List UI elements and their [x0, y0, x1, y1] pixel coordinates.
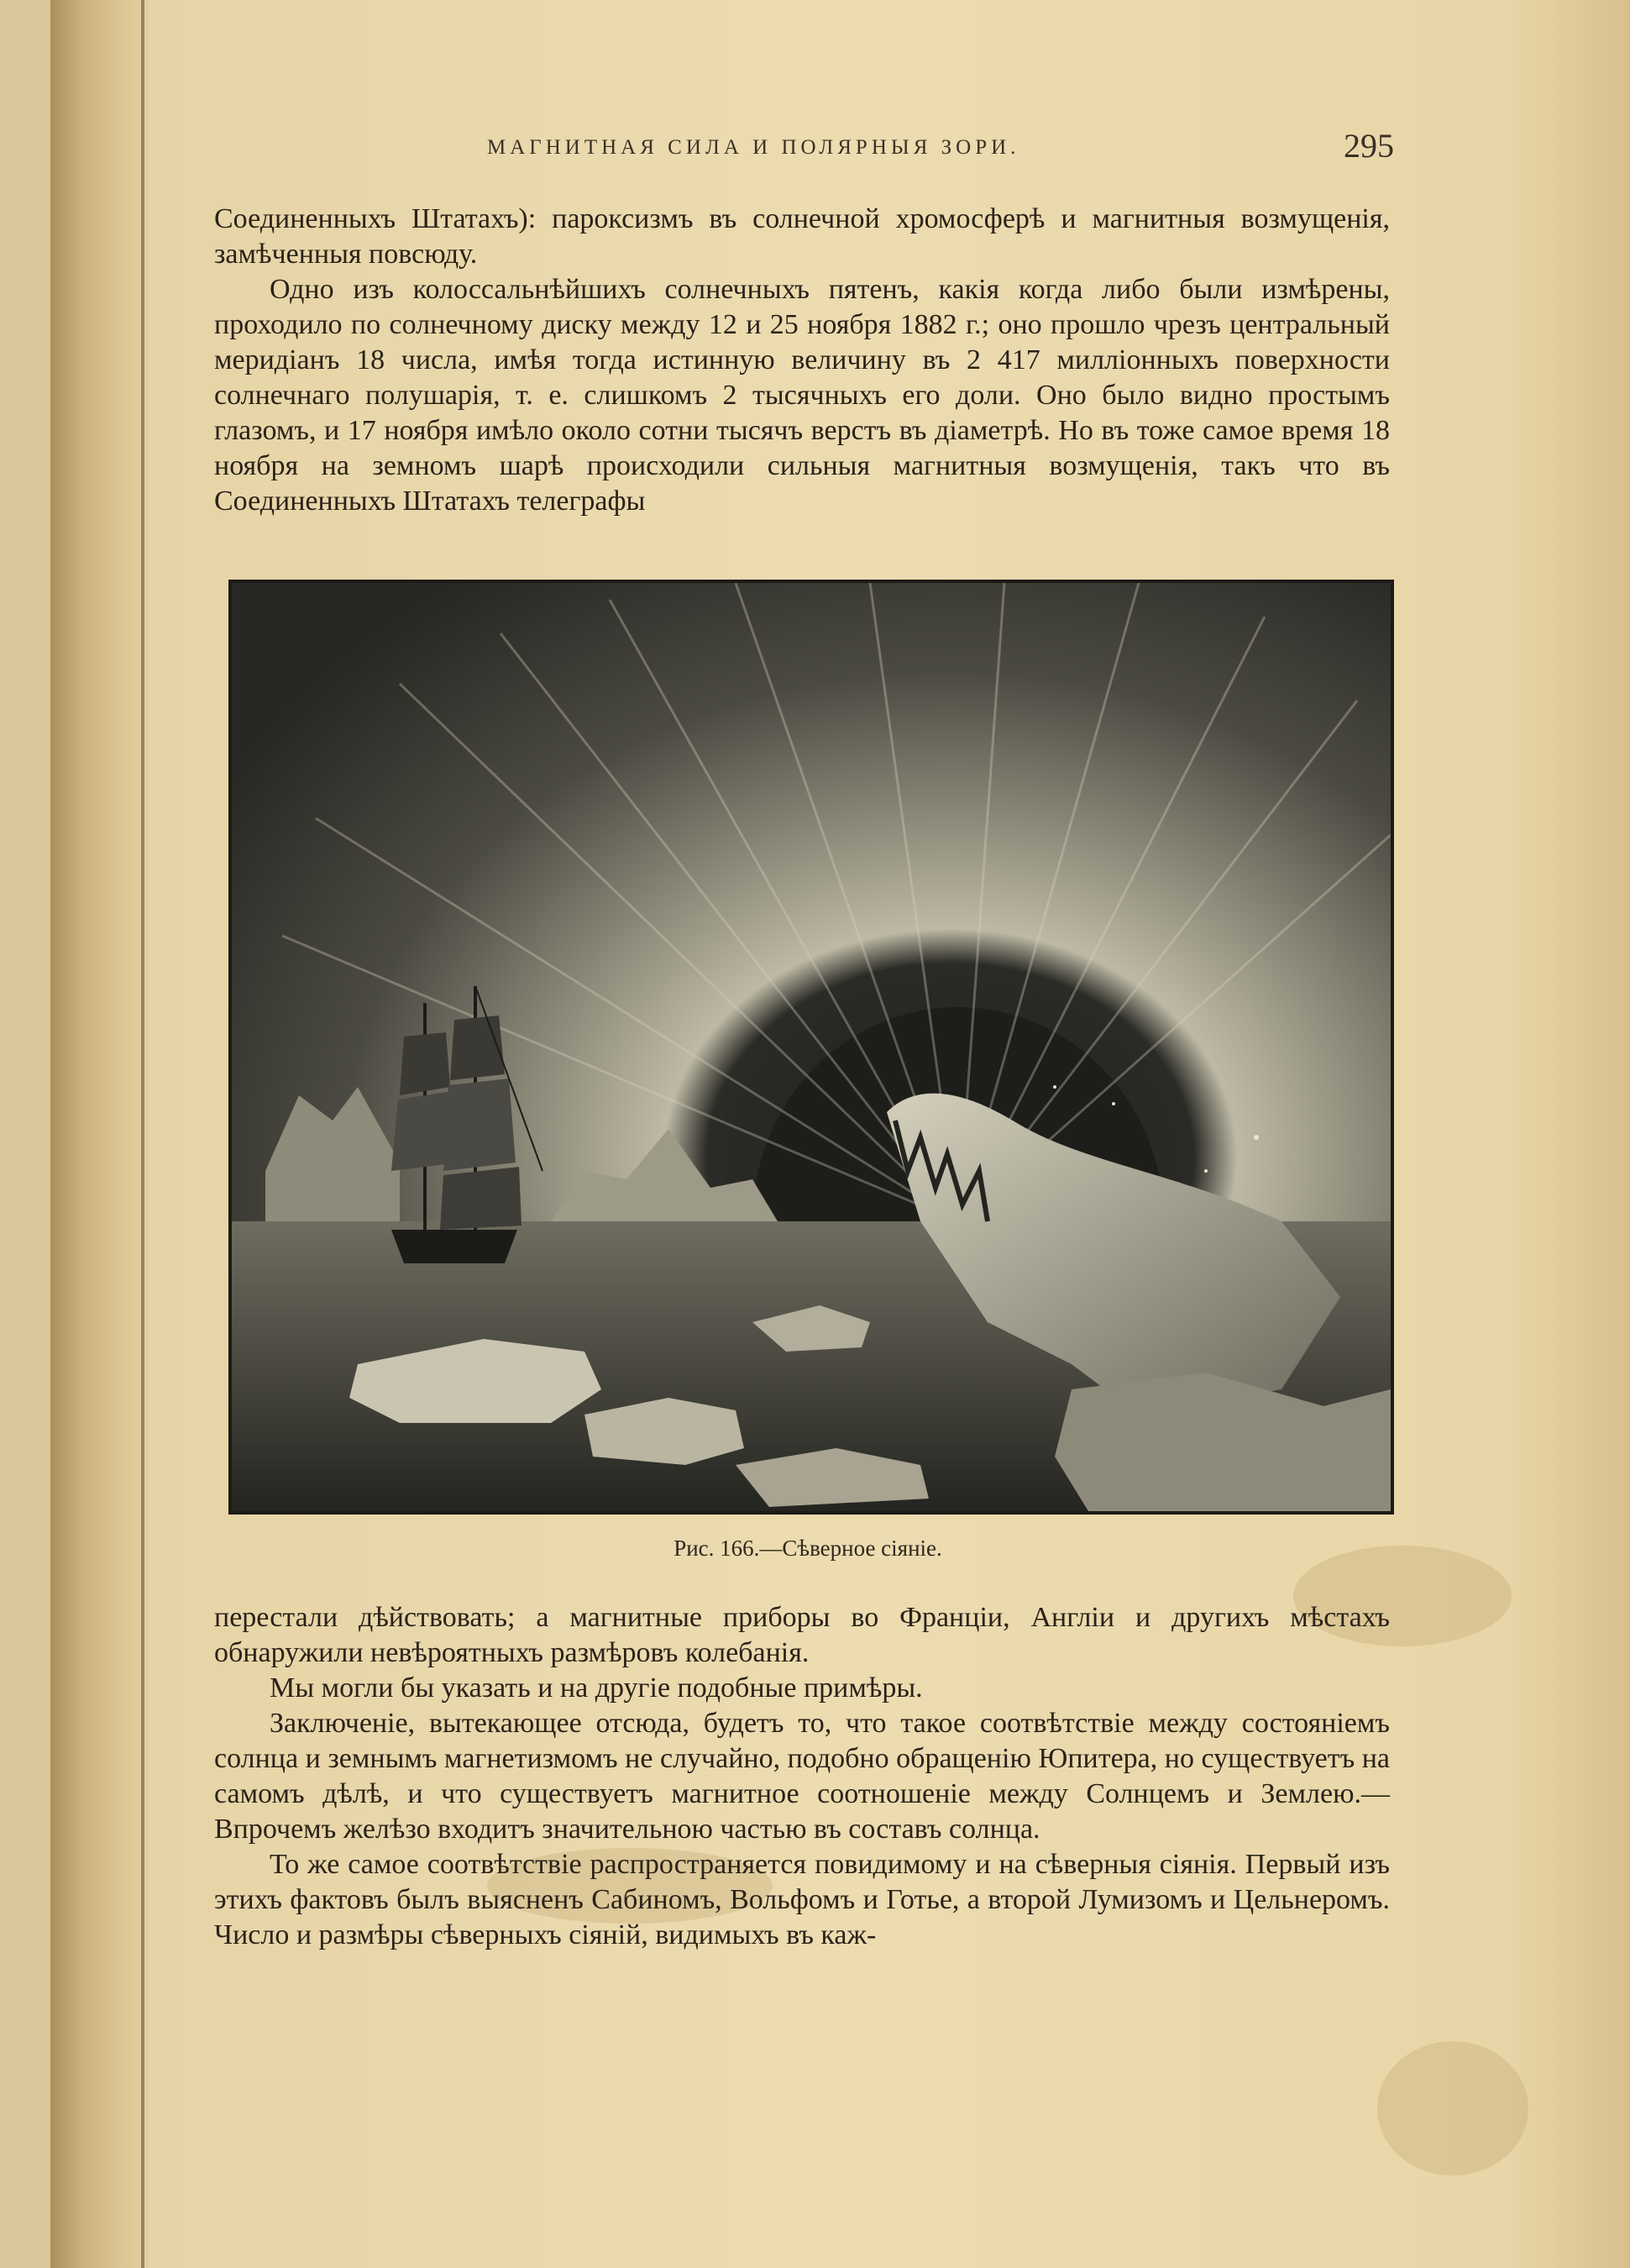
paragraph: Одно изъ колоссальнѣйшихъ солнечныхъ пятенъ, какія когда либо были измѣрены, проходило по солнечному диску между 12 и 25 ноября 1882 г.; оно прошло чрезъ центральный меридіанъ 18 числа, имѣя тогда истинную величину въ 2 417 милліонныхъ поверхности солнечнаго полушарія, т. е. слишкомъ 2 тысячныхъ его доли. Оно было видно простымъ глазомъ, и 17 ноября имѣло около сотни тысячъ верстъ въ діаметрѣ. Но въ тоже самое время 18 ноября на земномъ шарѣ происходили сильныя магнитныя возмущенія, такъ что въ Соединенныхъ Штатахъ телеграфы — [214, 274, 1390, 517]
figure-caption: Рис. 166.—Сѣверное сіяніе. — [673, 1536, 942, 1561]
paragraph: Мы могли бы указать и на другіе подобные примѣры. — [270, 1672, 923, 1704]
text-block-bottom — [214, 1600, 1390, 1953]
page-binding-shadow — [50, 0, 149, 2268]
text-block-top — [214, 202, 1390, 519]
running-title: МАГНИТНАЯ СИЛА И ПОЛЯРНЫЯ ЗОРИ. — [487, 136, 1020, 159]
page-number: 295 — [1344, 127, 1394, 165]
paragraph: То же самое соотвѣтствіе распространяется повидимому и на сѣверныя сіянія. Первый изъ этихъ фактовъ былъ выясненъ Сабиномъ, Вольфомъ и Готье, а второй Лумизомъ и Цельнеромъ. Число и размѣры сѣверныхъ сіяній, видимыхъ въ каж- — [214, 1849, 1390, 1950]
paragraph: Заключеніе, вытекающее отсюда, будетъ то, что такое соотвѣтствіе между состояніемъ солнца и земнымъ магнетизмомъ не случайно, подобно обращенію Юпитера, но существуетъ на самомъ дѣлѣ, и что существуетъ магнитное соотношеніе между Солнцемъ и Землею.—Впрочемъ желѣзо входитъ значительною частью въ составъ солнца. — [214, 1708, 1390, 1845]
paragraph: Соединенныхъ Штатахъ): пароксизмъ въ солнечной хромосферѣ и магнитныя возмущенія, замѣченныя повсюду. — [214, 203, 1390, 270]
engraving-figure — [228, 580, 1394, 1515]
paper-stain — [1377, 2041, 1528, 2176]
page-header — [202, 126, 1394, 176]
binding-edge — [141, 0, 144, 2268]
paragraph: перестали дѣйствовать; а магнитные приборы во Франціи, Англіи и другихъ мѣстахъ обнаружили невѣроятныхъ размѣровъ колебанія. — [214, 1602, 1390, 1668]
aurora-illustration — [232, 583, 1391, 1511]
